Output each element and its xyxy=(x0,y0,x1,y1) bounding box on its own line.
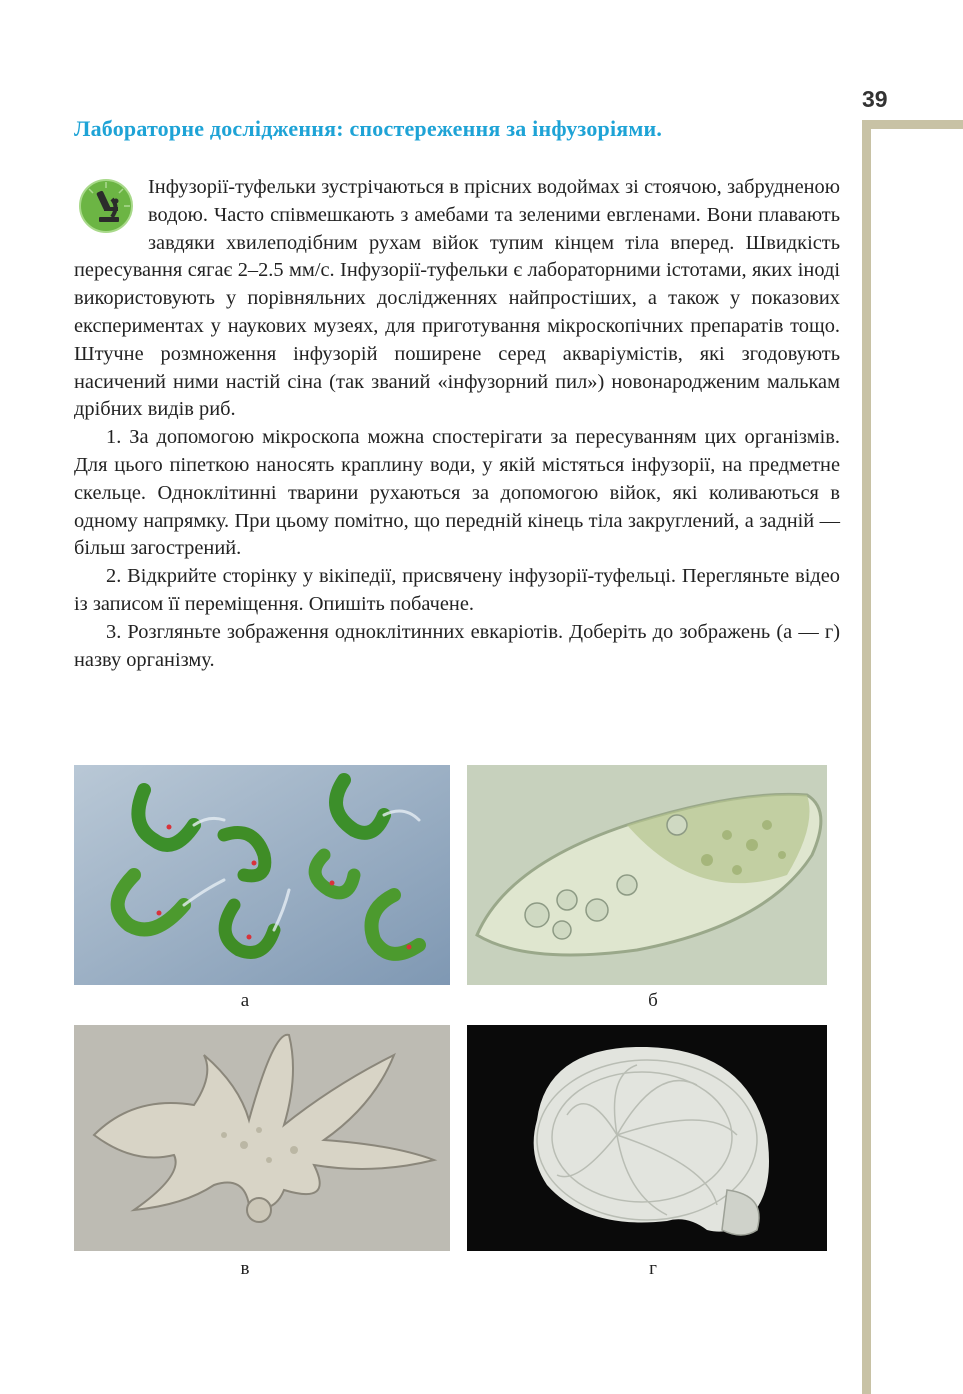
figure-g-label: г xyxy=(649,1258,657,1279)
step-3-paragraph: 3. Розгляньте зображення одноклітинних евкаріотів. Доберіть до зображень (а — г) назву організму. xyxy=(74,620,840,671)
figure-a-label: а xyxy=(240,990,250,1011)
paramecium-photo xyxy=(467,765,827,985)
step-2-paragraph: 2. Відкрийте сторінку у вікіпедії, присвячену інфузорії-туфельці. Перегляньте відео із записом її переміщення. Опишіть побачене. xyxy=(74,565,840,615)
side-bar-horizontal xyxy=(862,120,963,129)
section-title: Лабораторне дослідження: спостереження за інфузоріями. xyxy=(74,116,663,141)
figure-v-label: в xyxy=(240,1258,250,1279)
side-bar-vertical xyxy=(862,120,871,1394)
foraminifera-shell-photo xyxy=(467,1025,827,1251)
figure-b-label: б xyxy=(648,990,658,1011)
intro-paragraph: Інфузорії-туфельки зустрічаються в прісних водоймах зі стоячою, забрудненою водою. Часто співмешкають з амебами та зеленими евгленами. Вони плавають завдяки хвилеподібним рухам війок тупим кінцем тіла вперед. Швидкість пересування сягає 2–2.5 мм/с. Інфузорії-туфельки є лабораторними істотами, яких іноді використовують у порівняльних дослідженнях найпростіших, а також у показових експериментах у наукових музеях, для приготування мікроскопічних препаратів тощо. Штучне розмноження інфузорій поширене серед акваріумістів, які згодовують насичений ними настій сіна (так званий «інфузорний пил») новонародженим малькам дрібних видів риб. xyxy=(74,176,840,421)
amoeba-photo xyxy=(74,1025,450,1251)
euglena-photo xyxy=(74,765,450,985)
step-1-paragraph: 1. За допомогою мікроскопа можна спостерігати за пересуванням цих організмів. Для цього піпеткою наносять краплину води, у якій містяться інфузорії, на предметне скельце. Одноклітинні тварини рухаються за допомогою війок, які коливаються в одному напрямку. При цьому помітно, що передній кінець тіла закруглений, а задній — більш загострений. xyxy=(74,426,840,560)
body-text xyxy=(74,174,840,674)
page-number: 39 xyxy=(862,86,888,112)
